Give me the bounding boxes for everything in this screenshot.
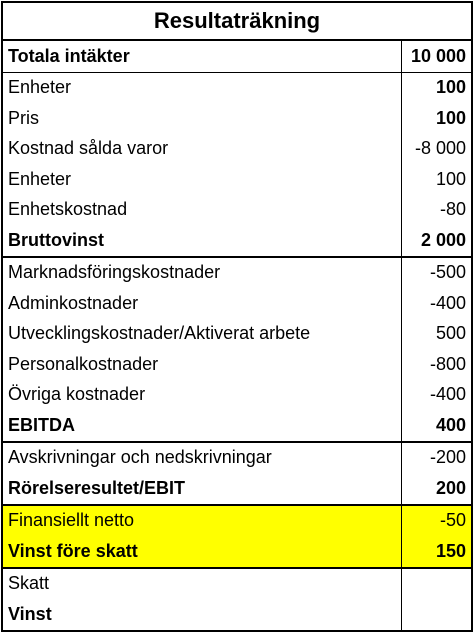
row-label: Adminkostnader	[8, 292, 139, 313]
row-value: -200	[401, 442, 471, 474]
row-label: Marknadsföringskostnader	[8, 262, 221, 283]
table-row-profit-before-tax	[3, 536, 471, 568]
row-value: -8 000	[401, 134, 471, 165]
table-row-ebit	[3, 473, 471, 505]
table-row	[3, 164, 471, 195]
row-label: Enheter	[8, 77, 72, 98]
row-value: -500	[401, 257, 471, 289]
row-label: Enheter	[8, 168, 72, 189]
table-row	[3, 442, 471, 474]
table-row-ebitda	[3, 410, 471, 442]
row-label: Utvecklingskostnader/Aktiverat arbete	[8, 323, 311, 344]
table-row-profit	[3, 599, 471, 630]
row-label: Skatt	[8, 573, 50, 594]
row-label: Vinst	[8, 603, 52, 624]
row-label: Personalkostnader	[8, 353, 159, 374]
row-value: 100	[401, 103, 471, 134]
row-label: Finansiellt netto	[3, 505, 401, 537]
table-row	[3, 319, 471, 350]
row-label: Rörelseresultet/EBIT	[3, 473, 401, 505]
row-label: Totala intäkter	[3, 41, 401, 72]
row-value: -400	[401, 288, 471, 319]
table-row-total-revenue	[3, 41, 471, 72]
row-value: 150	[401, 536, 471, 568]
row-value: 100	[401, 72, 471, 103]
table-row	[3, 134, 471, 165]
row-label: Enhetskostnad	[8, 199, 128, 220]
table-row	[3, 349, 471, 380]
row-value: 100	[401, 164, 471, 195]
row-label: Avskrivningar och nedskrivningar	[8, 447, 272, 468]
income-statement	[1, 1, 473, 632]
row-value	[401, 599, 471, 630]
row-value: 2 000	[401, 225, 471, 257]
table-row	[3, 257, 471, 289]
table-row-gross-profit	[3, 225, 471, 257]
table-row	[3, 195, 471, 226]
row-label: Bruttovinst	[3, 225, 401, 257]
row-value: 400	[401, 410, 471, 442]
table-row-financial-net	[3, 505, 471, 537]
row-value: 200	[401, 473, 471, 505]
row-value: -400	[401, 380, 471, 411]
row-label: Övriga kostnader	[8, 384, 146, 405]
row-label: Pris	[8, 107, 39, 128]
row-label: EBITDA	[3, 410, 401, 442]
row-value	[401, 568, 471, 600]
sheet-title: Resultaträkning	[3, 3, 471, 41]
row-value: -800	[401, 349, 471, 380]
row-value: 500	[401, 319, 471, 350]
table-row	[3, 103, 471, 134]
table-row	[3, 288, 471, 319]
row-label: Vinst före skatt	[3, 536, 401, 568]
row-value: 10 000	[401, 41, 471, 72]
row-label: Kostnad sålda varor	[8, 138, 169, 159]
table-row	[3, 380, 471, 411]
table-row	[3, 72, 471, 103]
row-value: -80	[401, 195, 471, 226]
statement-table	[3, 41, 471, 630]
table-row-tax	[3, 568, 471, 600]
row-value: -50	[401, 505, 471, 537]
